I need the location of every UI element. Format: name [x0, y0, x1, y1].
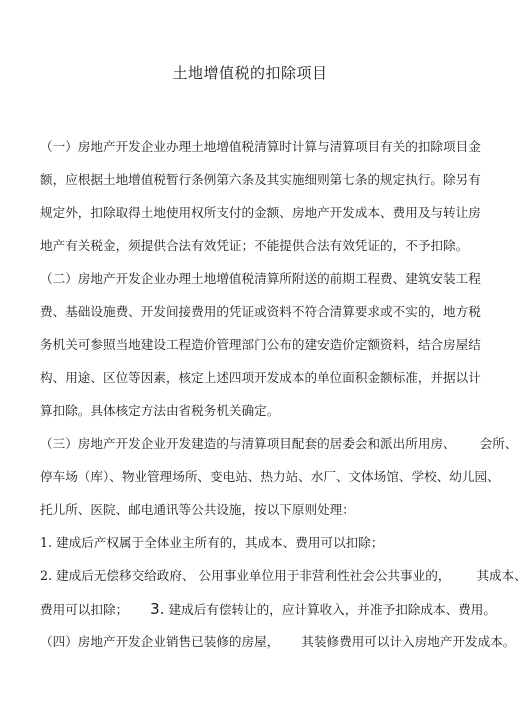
section-2-line-2: 费、基础设施费、开发间接费用的凭证或资料不符合清算要求或不实的，地方税 — [40, 304, 481, 319]
section-2-line-1: （二）房地产开发企业办理土地增值税清算所附送的前期工程费、建筑安装工程 — [40, 271, 481, 286]
section-1-line-4: 地产有关税金，须提供合法有效凭证；不能提供合法有效凭证的，不予扣除。 — [40, 238, 469, 253]
section-1-line-2: 额，应根据土地增值税暂行条例第六条及其实施细则第七条的规定执行。除另有 — [40, 172, 481, 187]
section-3-item-2-part-b: 其成本、 — [476, 568, 527, 583]
section-3-line-1 — [40, 436, 517, 452]
section-4-line-1-part-b: 其装修费用可以计入房地产开发成本。 — [301, 634, 516, 649]
section-3-item-2 — [40, 568, 527, 584]
document-title: 土地增值税的扣除项目 — [172, 64, 328, 82]
section-4-line-1 — [40, 634, 515, 650]
section-1-line-3: 规定外，扣除取得土地使用权所支付的金额、房地产开发成本、费用及与转让房 — [40, 205, 481, 220]
section-2-line-5: 算扣除。具体核定方法由省税务机关确定。 — [40, 403, 280, 418]
section-3-item-2-part-a: 2. 建成后无偿移交给政府、 公用事业单位用于非营利性社会公共事业的， — [40, 568, 451, 583]
section-2-line-4: 构、用途、区位等因素，核定上述四项开发成本的单位面积金额标准，并据以计 — [40, 370, 481, 385]
section-3-item-3-number: 3. — [150, 600, 165, 618]
section-3-item-2-continued — [40, 601, 496, 618]
section-3-line-2: 停车场（库）、物业管理场所、变电站、热力站、水厂、文体场馆、学校、幼儿园、 — [40, 469, 500, 484]
section-4-line-1-part-a: （四）房地产开发企业销售已装修的房屋， — [40, 634, 280, 649]
section-3-item-3-text: 建成后有偿转让的，应计算收入，并准予扣除成本、费用。 — [168, 602, 496, 617]
section-2-line-3: 务机关可参照当地建设工程造价管理部门公布的建安造价定额资料，结合房屋结 — [40, 337, 481, 352]
section-3-line-1-part-b: 会所、 — [479, 436, 518, 451]
section-3-line-3: 托儿所、医院、邮电通讯等公共设施，按以下原则处理： — [40, 502, 355, 517]
section-1-line-1: （一）房地产开发企业办理土地增值税清算时计算与清算项目有关的扣除项目金 — [40, 139, 481, 154]
section-3-item-1: 1. 建成后产权属于全体业主所有的，其成本、费用可以扣除； — [40, 535, 384, 550]
section-3-item-2-part-c: 费用可以扣除； — [40, 602, 129, 617]
section-3-line-1-part-a: （三）房地产开发企业开发建造的与清算项目配套的居委会和派出所用房、 — [40, 436, 456, 451]
